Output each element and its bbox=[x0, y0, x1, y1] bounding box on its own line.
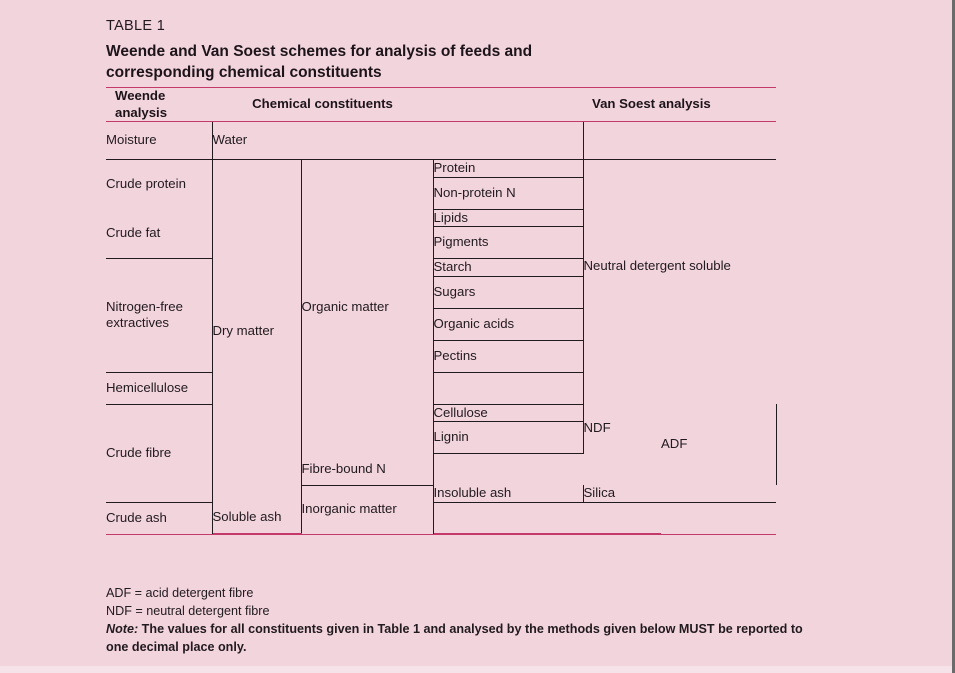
table-row bbox=[106, 160, 776, 178]
group-organic-matter: Organic matter bbox=[301, 160, 433, 454]
constituent-protein: Protein bbox=[433, 160, 583, 178]
closing-inorganic bbox=[301, 533, 433, 534]
column-header-chemical: Chemical constituents bbox=[212, 88, 433, 122]
table-row bbox=[106, 122, 776, 160]
constituent-lipids: Lipids bbox=[433, 209, 583, 227]
column-header-vansoest: Van Soest analysis bbox=[583, 88, 776, 122]
constituent-organic-acids: Organic acids bbox=[433, 308, 583, 340]
constituent-cellulose: Cellulose bbox=[433, 404, 583, 422]
footnote-note bbox=[106, 621, 806, 657]
vansoest-adf: ADF bbox=[661, 404, 776, 485]
closing-dry-matter bbox=[212, 533, 301, 534]
weende-crude-fibre: Crude fibre bbox=[106, 404, 212, 502]
footnotes bbox=[106, 585, 806, 657]
table-row bbox=[106, 372, 776, 404]
vansoest-neutral-detergent-soluble: Neutral detergent soluble bbox=[583, 257, 731, 273]
footnote-note-text: The values for all constituents given in Table 1 and analysed by the methods given below MUST be reported to one decimal place only. bbox=[106, 621, 803, 654]
footnote-ndf: NDF = neutral detergent fibre bbox=[106, 603, 270, 618]
table-row bbox=[106, 404, 776, 422]
constituent-pigments: Pigments bbox=[433, 227, 583, 259]
weende-nitrogen-free-extractives: Nitrogen-free extractives bbox=[106, 259, 212, 373]
vansoest-ndf: NDF bbox=[583, 420, 611, 436]
group-inorganic-matter: Inorganic matter bbox=[301, 485, 433, 533]
constituent-insoluble-ash: Insoluble ash bbox=[433, 485, 583, 502]
footnote-adf: ADF = acid detergent fibre bbox=[106, 586, 254, 600]
constituent-sugars: Sugars bbox=[433, 276, 583, 308]
group-dry-matter: Dry matter bbox=[212, 160, 301, 503]
weende-crude-fat: Crude fat bbox=[106, 209, 212, 259]
vansoest-hemicellulose-blank bbox=[433, 372, 583, 404]
column-header-weende: Weende analysis bbox=[106, 88, 212, 122]
data-table-container bbox=[106, 87, 776, 535]
page-title: Weende and Van Soest schemes for analysis of feeds and corresponding chemical constituents bbox=[106, 43, 533, 81]
weende-crude-protein: Crude protein bbox=[106, 160, 212, 210]
closing-vansoest bbox=[583, 533, 776, 534]
closing-constituent bbox=[433, 533, 583, 534]
constituent-lignin: Lignin bbox=[433, 422, 583, 454]
constituent-water: Water bbox=[212, 122, 583, 160]
constituent-fibre-bound-n: Fibre-bound N bbox=[301, 454, 433, 486]
page-bottom-strip bbox=[0, 666, 952, 673]
title-block bbox=[106, 18, 776, 83]
footnote-note-label: Note: bbox=[106, 621, 139, 636]
constituent-non-protein-n: Non-protein N bbox=[433, 177, 583, 209]
column-header-chemical-spacer bbox=[433, 88, 583, 122]
constituent-starch: Starch bbox=[433, 259, 583, 277]
constituent-soluble-ash: Soluble ash bbox=[212, 502, 301, 533]
weende-crude-ash: Crude ash bbox=[106, 502, 212, 534]
weende-moisture: Moisture bbox=[106, 122, 212, 160]
table-row bbox=[106, 502, 776, 533]
vansoest-water-empty bbox=[583, 122, 776, 160]
constituent-hemicellulose: Hemicellulose bbox=[106, 372, 212, 404]
feed-analysis-table bbox=[106, 87, 777, 535]
constituent-pectins: Pectins bbox=[433, 340, 583, 372]
vansoest-soluble-ash-blank bbox=[433, 502, 661, 533]
table-number: TABLE 1 bbox=[106, 18, 166, 34]
vansoest-silica: Silica bbox=[583, 485, 776, 502]
table-header-row bbox=[106, 88, 776, 122]
